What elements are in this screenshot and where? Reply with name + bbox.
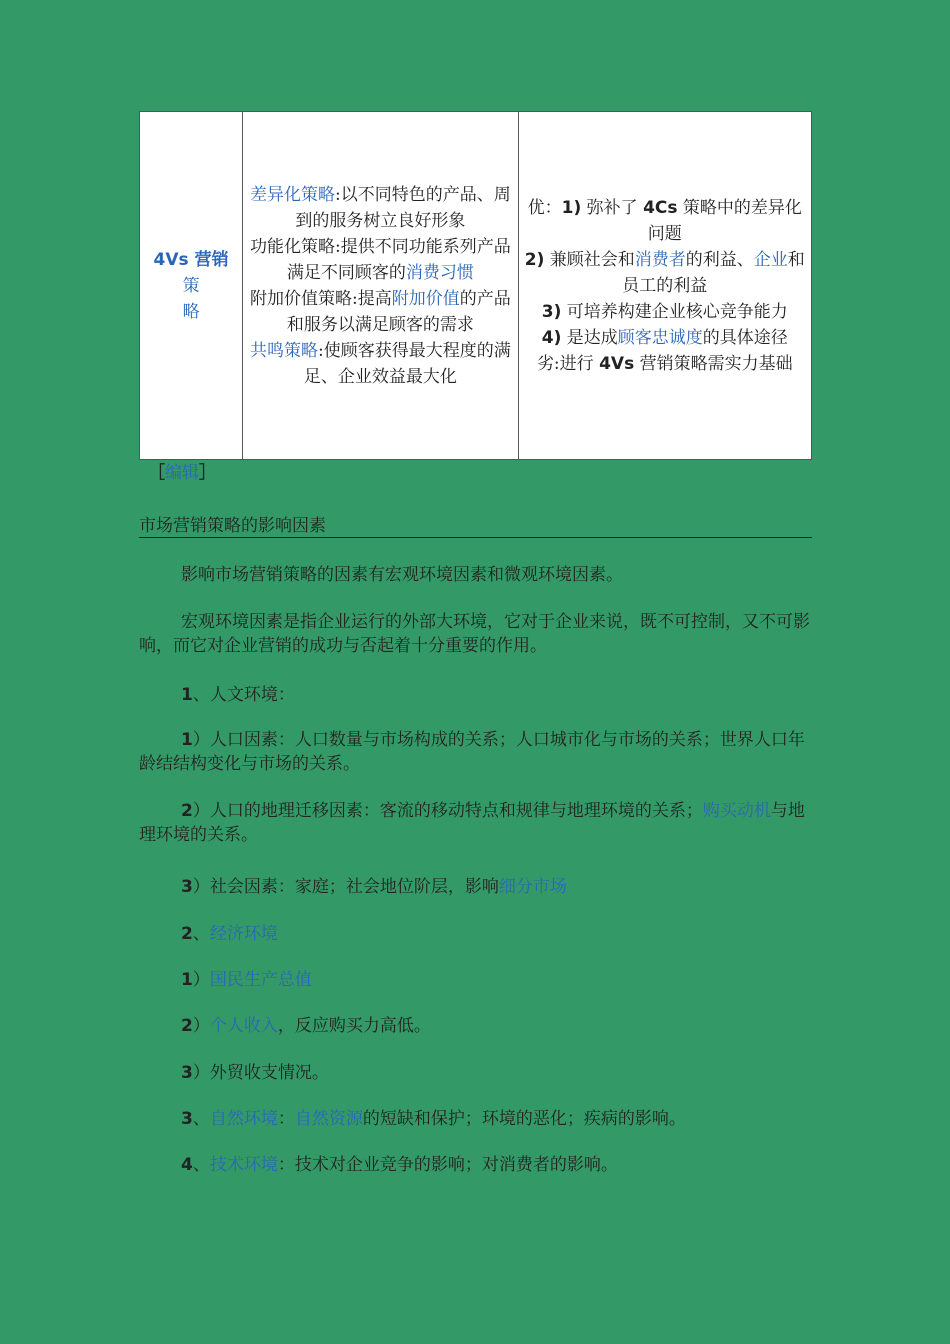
added-value-link[interactable]: 附加价值 [391, 288, 460, 309]
strategy-name-line: 策 [182, 275, 200, 296]
content-text: 4Vs [599, 353, 635, 374]
content-text: ） [192, 1016, 210, 1036]
content-text: ）人口的地理迁移因素：客流的移动特点和规律与地理环境的关系； [192, 801, 703, 821]
edit-section [148, 460, 216, 486]
bracket: ［ [148, 463, 165, 483]
content-text: 可培养构建企业核心竞争能力 [561, 301, 788, 322]
pros-line [523, 299, 807, 325]
purchase-motive-link[interactable]: 购买动机 [702, 801, 771, 821]
customer-loyalty-link[interactable]: 顾客忠诚度 [617, 327, 703, 348]
content-line [247, 286, 513, 338]
content-text: ，反应购买力高低。 [277, 1016, 431, 1036]
paragraph [139, 1107, 812, 1131]
item-number: 2 [181, 924, 193, 944]
content-line [247, 182, 513, 234]
content-text: :以不同特色的产品、周到的服务树立良好形象 [295, 184, 511, 231]
content-line [247, 234, 513, 286]
content-text: ： [277, 1109, 295, 1129]
paragraph [139, 968, 812, 992]
paragraph [139, 799, 812, 847]
content-text: 是达成 [561, 327, 618, 348]
strategy-name-text: 4Vs 营销 [153, 249, 229, 270]
strategy-name-cell [140, 112, 243, 460]
enterprise-link[interactable]: 企业 [753, 249, 788, 270]
content-text: 的具体途径 [702, 327, 788, 348]
paragraph [139, 683, 812, 707]
natural-environment-link[interactable]: 自然环境 [209, 1109, 278, 1129]
content-text: ）社会因素：家庭；社会地位阶层，影响 [192, 877, 499, 897]
paragraph [139, 728, 812, 776]
pros-line [523, 195, 807, 247]
content-text: 、人文环境： [192, 685, 295, 705]
item-number: 2 [181, 1016, 193, 1036]
economic-environment-link[interactable]: 经济环境 [209, 924, 278, 944]
paragraph [139, 1061, 812, 1085]
differentiation-link[interactable]: 差异化策略 [249, 184, 335, 205]
content-text: 策略中的差异化问题 [647, 197, 802, 244]
content-text: 、 [192, 1109, 210, 1129]
content-text: 营销策略需实力基础 [634, 353, 793, 374]
item-number: 2) [524, 249, 545, 270]
paragraph: 宏观环境因素是指企业运行的外部大环境，它对于企业来说，既不可控制，又不可影响，而它对企业营销的成功与否起着十分重要的作用。 [139, 612, 810, 656]
item-number: 1 [181, 685, 193, 705]
content-text: ）人口因素：人口数量与市场构成的关系；人口城市化与市场的关系；世界人口年龄结结构变化与市场的关系。 [139, 730, 805, 774]
item-number: 3 [181, 1109, 193, 1129]
content-text: :使顾客获得最大程度的满足、企业效益最大化 [303, 340, 511, 387]
content-text: 附加价值策略:提高 [249, 288, 392, 309]
content-text: 和员工的利益 [622, 249, 805, 296]
section-heading: 市场营销策略的影响因素 [139, 515, 812, 538]
paragraph [139, 922, 812, 946]
item-number: 4) [541, 327, 562, 348]
content-line [247, 338, 513, 390]
content-text: 与地理环境的关系。 [139, 801, 805, 845]
strategy-name-line [144, 247, 238, 273]
technology-environment-link[interactable]: 技术环境 [209, 1155, 278, 1175]
strategy-name-line: 略 [182, 301, 200, 322]
paragraph [139, 875, 812, 899]
item-number: 1) [561, 197, 582, 218]
strategy-table [139, 111, 812, 460]
content-text: 的短缺和保护；环境的恶化；疾病的影响。 [362, 1109, 686, 1129]
consumer-link[interactable]: 消费者 [634, 249, 686, 270]
gnp-link[interactable]: 国民生产总值 [209, 970, 312, 990]
item-number: 1 [181, 970, 193, 990]
content-text: 、 [192, 924, 210, 944]
pros-line [523, 325, 807, 351]
personal-income-link[interactable]: 个人收入 [209, 1016, 278, 1036]
strategy-content-cell [243, 112, 518, 460]
pros-cons-cell [518, 112, 811, 460]
pros-line [523, 247, 807, 299]
item-number: 1 [181, 730, 193, 750]
content-text: 劣:进行 [536, 353, 600, 374]
natural-resources-link[interactable]: 自然资源 [294, 1109, 363, 1129]
content-text: ）外贸收支情况。 [192, 1063, 329, 1083]
consumer-habit-link[interactable]: 消费习惯 [405, 262, 474, 283]
pros-label: 优： [527, 197, 562, 218]
paragraph [139, 1153, 812, 1177]
edit-link[interactable]: 编辑 [165, 463, 199, 483]
market-segment-link[interactable]: 细分市场 [498, 877, 567, 897]
content-text: 兼顾社会和 [544, 249, 635, 270]
item-number: 4 [181, 1155, 193, 1175]
item-number: 3) [541, 301, 562, 322]
table-row [140, 112, 812, 460]
item-number: 3 [181, 1063, 193, 1083]
strategy-name-link[interactable] [144, 247, 238, 325]
content-text: ：技术对企业竞争的影响；对消费者的影响。 [277, 1155, 618, 1175]
cons-line [523, 351, 807, 377]
content-text: 的产品和服务以满足顾客的需求 [286, 288, 511, 335]
item-number: 2 [181, 801, 193, 821]
bracket: ］ [199, 463, 216, 483]
paragraph [139, 1014, 812, 1038]
content-text: 4Cs [643, 197, 678, 218]
content-text: ） [192, 970, 210, 990]
content-text: 弥补了 [581, 197, 644, 218]
content-text: 的利益、 [685, 249, 754, 270]
content-text: 、 [192, 1155, 210, 1175]
item-number: 3 [181, 877, 193, 897]
resonance-link[interactable]: 共鸣策略 [249, 340, 318, 361]
content-text: 功能化策略:提供不同功能系列产品满足不同顾客的 [249, 236, 511, 283]
paragraph: 影响市场营销策略的因素有宏观环境因素和微观环境因素。 [181, 565, 623, 585]
